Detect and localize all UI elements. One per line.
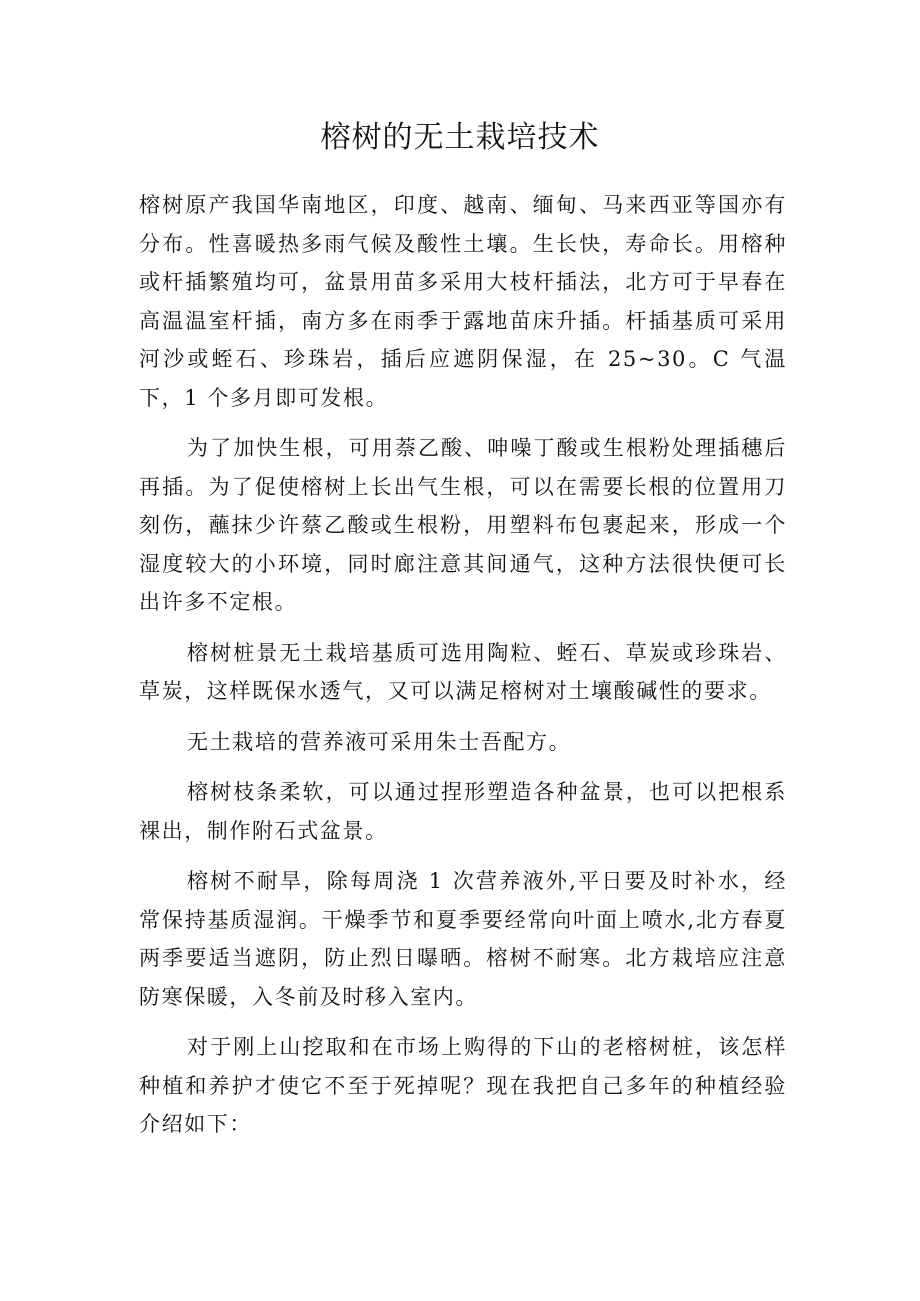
paragraph-substrate: 榕树桩景无土栽培基质可选用陶粒、蛭石、草炭或珍珠岩、草炭，这样既保水透气，又可以满足榕树对土壤酸碱性的要求。: [139, 640, 787, 703]
paragraph-rooting: 为了加快生根，可用萘乙酸、呻噪丁酸或生根粉处理插穗后再插。为了促使榕树上长出气生根，可以在需要长根的位置用刀刻伤，蘸抹少许蔡乙酸或生根粉，用塑料布包裹起来，形成一个湿度较大的小环境，同时廊注意其间通气，这种方法很快便可长出许多不定根。: [139, 436, 787, 614]
paragraph-care: 榕树不耐旱，除每周浇 1 次营养液外,平日要及时补水，经常保持基质湿润。干燥季节和夏季要经常向叶面上喷水,北方春夏两季要适当遮阴，防止烈日曝晒。榕树不耐寒。北方栽培应注意防寒保暖，入冬前及时移入室内。: [139, 869, 787, 1009]
document-title: 榕树的无土栽培技术: [320, 120, 600, 155]
document-body: [139, 186, 787, 1156]
paragraph-nutrient: 无土栽培的营养液可采用朱士吾配方。: [187, 729, 572, 754]
paragraph-shaping: 榕树枝条柔软，可以通过捏形塑造各种盆景，也可以把根系裸出，制作附石式盆景。: [139, 780, 787, 843]
paragraph-origin: 榕树原产我国华南地区，印度、越南、缅甸、马来西亚等国亦有分布。性喜暖热多雨气候及酸性土壤。生长快，寿命长。用榕种或杆插繁殖均可，盆景用苗多采用大枝杆插法，北方可于早春在高温温室杆插，南方多在雨季于露地苗床升插。杆插基质可采用河沙或蛭石、珍珠岩，插后应遮阴保湿，在 25~30。C 气温下，1 个多月即可发根。: [139, 193, 787, 410]
paragraph-stump-intro: 对于刚上山挖取和在市场上购得的下山的老榕树桩，该怎样种植和养护才使它不至于死掉呢？现在我把自己多年的种植经验介绍如下：: [139, 1035, 787, 1136]
